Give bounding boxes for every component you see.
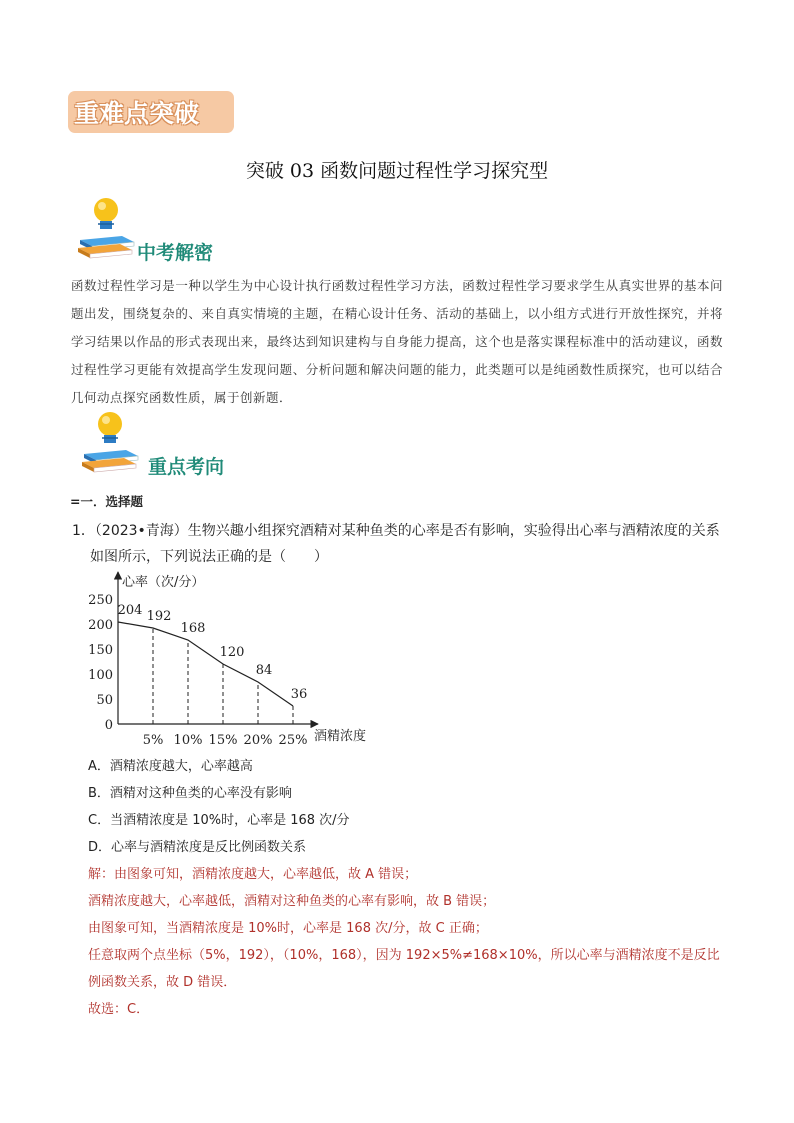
banner-label: 重难点突破 [74, 99, 200, 128]
solution-line: 由图象可知，当酒精浓度是 10%时，心率是 168 次/分，故 C 正确； [88, 921, 488, 936]
question-number: 1． [72, 523, 95, 539]
x-tick-label: 10% [173, 733, 203, 748]
option-b[interactable]: B．酒精对这种鱼类的心率没有影响 [88, 786, 292, 801]
y-axis-label: 心率（次/分） [122, 575, 205, 590]
question-type-heading: =一．选择题 [70, 494, 143, 509]
y-tick-label: 100 [88, 668, 113, 683]
x-tick-label: 5% [142, 733, 164, 748]
data-label: 168 [180, 621, 206, 636]
solution-line: 故选：C． [88, 1002, 150, 1017]
y-tick-label: 250 [88, 593, 113, 608]
lightbulb-books-icon [76, 196, 138, 266]
option-a[interactable]: A．酒精浓度越大，心率越高 [88, 759, 253, 774]
section-heading-decode: 中考解密 [137, 242, 214, 264]
intro-paragraph: 函数过程性学习是一种以学生为中心设计执行函数过程性学习方法，函数过程性学习要求学生从真实世界的基本问题出发，围绕复杂的、来自真实情境的主题，在精心设计任务、活动的基础上，以小组方式进行开放性探究，并将学习结果以作品的形式表现出来，最终达到知识建构与自身能力提高，这个也是落实课程标准中的活动建议，函数过程性学习更能有效提高学生发现问题、分析问题和解决问题的能力，此类题可以是纯函数性质探究，也可以结合几何动点探究函数性质，属于创新题． [71, 278, 723, 405]
question-body: （2023•青海）生物兴趣小组探究酒精对某种鱼类的心率是否有影响，实验得出心率与酒精浓度的关系如图所示，下列说法正确的是（ ） [90, 523, 720, 565]
section-heading-focus: 重点考向 [148, 456, 225, 478]
solution-line: 解：由图象可知，酒精浓度越大，心率越低，故 A 错误； [88, 867, 418, 882]
y-tick-label: 50 [96, 693, 113, 708]
question-1 [72, 518, 727, 570]
data-label: 192 [146, 609, 172, 624]
y-tick-label: 0 [104, 718, 113, 733]
x-axis-label: 酒精浓度 [314, 729, 367, 744]
page-title: 突破 03 函数问题过程性学习探究型 [245, 160, 549, 182]
y-tick-label: 200 [88, 618, 113, 633]
solution-block [88, 861, 730, 1023]
heart-rate-chart [86, 568, 386, 754]
solution-line: 任意取两个点坐标（5%，192），（10%，168），因为 192×5%≠168×10%，所以心率与酒精浓度不是反比例函数关系，故 D 错误． [88, 948, 720, 990]
y-tick-label: 150 [88, 643, 113, 658]
x-tick-label: 15% [208, 733, 238, 748]
data-label: 120 [219, 645, 245, 660]
question-text [72, 518, 727, 570]
x-tick-label: 20% [243, 733, 273, 748]
option-c[interactable]: C．当酒精浓度是 10%时，心率是 168 次/分 [88, 813, 350, 828]
option-d[interactable]: D．心率与酒精浓度是反比例函数关系 [88, 840, 307, 855]
chart-svg [86, 568, 386, 750]
solution-line: 酒精浓度越大，心率越低，酒精对这种鱼类的心率有影响，故 B 错误； [88, 894, 496, 909]
lightbulb-books-icon [80, 410, 142, 480]
x-tick-label: 25% [278, 733, 308, 748]
answer-options [88, 753, 350, 861]
data-label: 36 [290, 687, 308, 702]
data-label: 84 [255, 663, 273, 678]
data-label: 204 [117, 603, 143, 618]
